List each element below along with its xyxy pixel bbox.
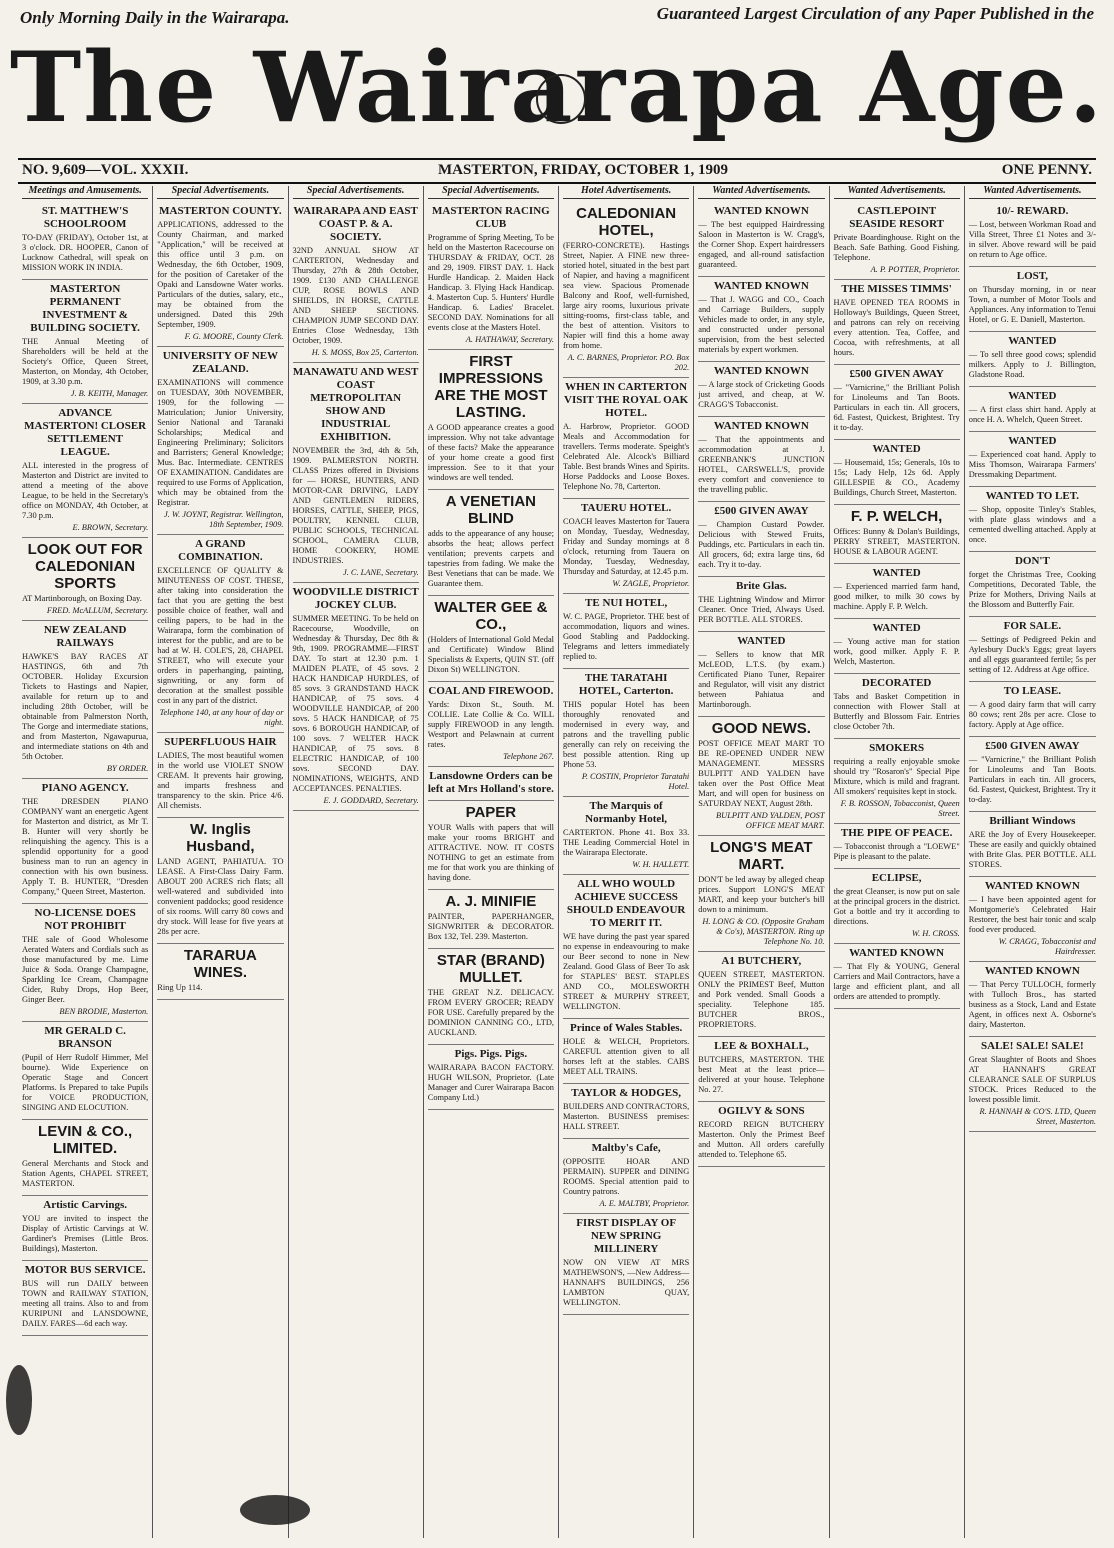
crest-emblem-icon [536, 74, 586, 124]
advertisement [834, 619, 960, 674]
ad-title: TE NUI HOTEL, [585, 597, 668, 609]
ad-signature: W. H. HALLETT. [632, 860, 690, 869]
ad-title: SMOKERS [869, 742, 925, 754]
ad-body: — Experienced married farm hand, good milker, to milk 30 cows by machine. Apply F. P. Welch. [833, 582, 960, 611]
ad-body: HOLE & WELCH, Proprietors. CAREFUL attention given to all horses left at the stables. CABS MEET ALL TRAINS. [563, 1037, 690, 1076]
ad-headline: LOOK OUT FOR CALEDONIAN SPORTS [27, 541, 143, 592]
advertisement [563, 797, 689, 875]
advertisement [969, 487, 1096, 552]
ad-title: THE MISSES TIMMS' [841, 283, 952, 295]
advertisement [698, 417, 824, 502]
column-heading: Wanted Advertisements. [834, 186, 960, 199]
ad-body: HAWKE'S BAY RACES AT HASTINGS, 6th and 7th OCTOBER. Holiday Excursion Tickets to Hastings and Napier, available for return up to and including 28th October, will be obtainable from Palmerston North, The Gorge and intermediate stations, and from Masterton, Ngawapurua, and intermediate stations on 4th and 5th October. [22, 652, 149, 761]
ad-body: — A first class shirt hand. Apply at once H. A. Whelch, Queen Street. [968, 405, 1096, 424]
advertisement [428, 596, 554, 682]
advertisement [698, 952, 824, 1037]
ad-title: £500 GIVEN AWAY [714, 505, 809, 517]
ad-headline: CALEDONIAN HOTEL, [576, 205, 677, 239]
masthead [0, 26, 1114, 150]
ad-body: adds to the appearance of any house; absorbs the heat; allows perfect ventilation; prevents carpets and tapestries from fading. We make the Best Venetians that can be made. We Guarantee them. [427, 529, 554, 588]
advertisement [834, 505, 960, 564]
ad-body: — Experienced coat hand. Apply to Miss Thomson, Wairarapa Farmers' Dressmaking Department. [968, 450, 1096, 479]
advertisement [22, 904, 148, 1022]
ad-body: (FERRO-CONCRETE). Hastings Street, Napier. A FINE new three-storied hotel, situated in the best part of Napier, and having a magnificent sea view. Spacious Promenade Balcony and Roof, well-furnished, large airy rooms, luxurious private sitting-rooms, first-class table, and the best of attention. Visitors to Napier will find this a home away from home. [563, 241, 690, 350]
ad-signature: F. B. ROSSON, Tobacconist, Queen Street. [840, 799, 960, 818]
ad-body: AT Martinborough, on Boxing Day. [22, 594, 142, 603]
advertisement [22, 1022, 148, 1120]
advertisement [563, 594, 689, 669]
ad-headline: LEVIN & CO., LIMITED. [38, 1123, 133, 1157]
ad-body: SUMMER MEETING. To be held on Racecourse, Woodville, on Wednesday & Thursday, Dec 8th & 9th, 1909. PROGRAMME—FIRST DAY. To start at 12.30 p.m. 1 MAIDEN PLATE, of 45 sovs. 2 HACK HANDICAP HURDLES, of 85 sovs. 3 GRANDSTAND HACK HANDICAP, of 75 sovs. 4 WOODVILLE HANDICAP, of 200 sovs. 5 HACK HANDICAP, of 75 sovs. 6 BOROUGH HANDICAP, of 100 sovs. 7 WELTER HACK HANDICAP, of 75 sovs. 8 ELECTRIC HANDICAP, of 100 sovs. SECOND DAY. NOMINATIONS, WEIGHTS, AND ACCEPTANCES. PENALTIES. [292, 614, 419, 793]
ad-body: — Champion Custard Powder. Delicious with Stewed Fruits, Puddings, etc. Particulars in each tin. All grocers, 6d; extra large tins, 6d each. Try it to-day. [698, 520, 825, 569]
ad-title: DON'T [1014, 555, 1050, 567]
advertisement [698, 277, 824, 362]
ad-title: £500 GIVEN AWAY [849, 368, 944, 380]
ad-headline: A VENETIAN BLIND [445, 493, 537, 527]
ad-title: £500 GIVEN AWAY [985, 740, 1080, 752]
advertisement [563, 669, 689, 797]
ad-signature: A. HATHAWAY, Secretary. [465, 335, 554, 344]
column-heading: Special Advertisements. [293, 186, 419, 199]
ad-body: THE GREAT N.Z. DELICACY. FROM EVERY GROCER; READY FOR USE. Carefully prepared by the DOMINION CANNING CO., LTD, AUCKLAND. [427, 988, 554, 1037]
ad-body: (Holders of International Gold Medal and Certificate) Window Blind Specialists & Experts, QUIN ST. (off Dixon St) WELLINGTON. [427, 635, 554, 674]
ad-body: CARTERTON. Phone 41. Box 33. THE Leading Commercial Hotel in the Wairarapa Electorate. [563, 828, 690, 857]
ad-body: — That the appointments and accommodation at J. GREENBANK'S JUNCTION HOTEL, CARSWELL'S, provide every comfort and convenience to the travelling public. [698, 435, 825, 494]
ad-title: A1 BUTCHERY, [721, 955, 802, 967]
ad-signature: F. G. MOORE, County Clerk. [184, 332, 284, 341]
ad-body: Programme of Spring Meeting, To be held on the Masterton Racecourse on THURSDAY & FRIDAY, OCT. 28 and 29, 1909. FIRST DAY. 1. Hack Hurdle Handicap. 2. Maiden Hack Handicap. 3. Flying Hack Handicap. 4. Masterton Cup. 5. Hunters' Hurdle Handicap. 6. Ladies' Bracelet. SECOND DAY. Nominations for all events close at the Masters Hotel. [427, 233, 554, 332]
ad-body: Offices: Bunny & Dolan's Buildings, PERRY STREET, MASTERTON. HOUSE & LABOUR AGENT. [833, 527, 960, 556]
ad-signature: A. C. BARNES, Proprietor. P.O. Box 202. [567, 353, 690, 372]
ad-body: Tabs and Basket Competition in connection with Flower Stall at Butterfly and Blossom Fair. Entries close October 7th. [833, 692, 960, 731]
ad-signature: J. W. JOYNT, Registrar. Wellington, 18th September, 1909. [163, 510, 284, 529]
dateline-bar [18, 158, 1096, 184]
advertisement [834, 869, 960, 944]
advertisement [969, 432, 1096, 487]
ad-title: PIANO AGENCY. [41, 782, 129, 794]
advertisement [428, 490, 554, 596]
ad-body: requiring a really enjoyable smoke should try "Rosaron's" Special Pipe Mixture, which is mild and fragrant. All smokers' requisites kept in stock. [833, 757, 960, 796]
ad-body: — I have been appointed agent for Montgomerie's Celebrated Hair Restorer, the best hair tonic and scalp food ever produced. [968, 895, 1096, 934]
ad-signature: Telephone 140, at any hour of day or night. [159, 708, 284, 727]
ad-title: WAIRARAPA AND EAST COAST P. & A. SOCIETY. [293, 205, 418, 243]
ad-signature: R. HANNAH & CO'S. LTD, Queen Street, Masterton. [979, 1107, 1096, 1126]
ad-title: WANTED [1008, 390, 1057, 402]
ad-headline: LONG'S MEAT MART. [710, 839, 813, 873]
ad-headline: WALTER GEE & CO., [434, 599, 548, 633]
advertisement [698, 717, 824, 836]
ad-title: DECORATED [861, 677, 932, 689]
advertisement [428, 202, 554, 350]
ad-title: WANTED KNOWN [984, 965, 1080, 977]
advertisement [969, 877, 1096, 962]
ad-body: forget the Christmas Tree, Cooking Competitions, Decorated Table, the Prize for Mothers, Driving Nails at the Blossom and Butterfly Fair. [968, 570, 1096, 609]
ad-signature: Telephone 267. [503, 752, 554, 761]
advertisement [157, 733, 283, 818]
ad-title: FOR SALE. [1003, 620, 1062, 632]
ad-title: 10/- REWARD. [996, 205, 1069, 217]
ad-title: WANTED [737, 635, 786, 647]
ad-body: LADIES, The most beautiful women in the world use VIOLET SNOW CREAM. It prevents hair growing, and imparts freshness and transparency to the skin. Price 4/6. All chemists. [157, 751, 284, 810]
advertisement [834, 365, 960, 440]
advertisement [563, 499, 689, 594]
column-heading: Special Advertisements. [428, 186, 554, 199]
ad-body: LAND AGENT, PAHIATUA. TO LEASE. A First-Class Dairy Farm. ABOUT 200 ACRES rich flats; all well-watered and subdivided into convenient paddocks; good residence of six rooms. Will carry 80 cows and dry stock. Will lease for five years at 28s per acre. [157, 857, 284, 936]
ad-title: A GRAND COMBINATION. [178, 538, 263, 563]
advertisement [22, 202, 148, 280]
ad-title: MR GERALD C. BRANSON [44, 1025, 126, 1050]
advertisement [428, 890, 554, 949]
advertisement [157, 944, 283, 1000]
ad-signature: J. C. LANE, Secretary. [343, 568, 419, 577]
ad-body: Yards: Dixon St., South. M. COLLIE. Late Collie & Co. WILL supply FIREWOOD in any length. Westport and Pelawnain at current rates. [427, 700, 554, 749]
advertisement [969, 682, 1096, 737]
advertisement [157, 347, 283, 535]
ad-body: BUS will run DAILY between TOWN and RAILWAY STATION, meeting all trains. Also to and from KURIPUNI and LANSDOWNE, DAILY. FARES—6d each way. [22, 1279, 149, 1328]
ad-title: CASTLEPOINT SEASIDE RESORT [849, 205, 944, 230]
ad-body: on Thursday morning, in or near Town, a number of Motor Tools and Appliances. Any information to Tenui Hotel, or G. E. Daniell, Masterton. [968, 285, 1096, 324]
ad-title: Artistic Carvings. [43, 1199, 127, 1211]
ad-body: — The best equipped Hairdressing Saloon in Masterton is W. Cragg's, the Corner Shop. Expert hairdressers engaged, and all-round satisfaction guaranteed. [698, 220, 825, 269]
ad-body: — That Percy TULLOCH, formerly with Tulloch Bros., has started business as a Stock, Land and Estate Agent, in offices next A. Osborne's dairy, Masterton. [968, 980, 1096, 1029]
advertisement [698, 1102, 824, 1167]
ad-signature: H. S. MOSS, Box 25, Carterton. [311, 348, 419, 357]
ad-body: — Shop, opposite Tinley's Stables, with plate glass windows and a cemented dwelling attached. Apply at once. [968, 505, 1096, 544]
advertisement [293, 583, 419, 811]
ad-body: — To sell three good cows; splendid milkers. Apply to J. Billington, Gladstone Road. [968, 350, 1096, 379]
ad-body: COACH leaves Masterton for Tauera on Monday, Tuesday, Wednesday, Friday and Sunday mornings at 8 o'clock, returning from Tauera on Monday, Tuesday, Wednesday, Thursday and Saturday, at 12.45 p.m. [563, 517, 690, 576]
ad-signature: P. COSTIN, Proprietor Taratahi Hotel. [581, 772, 690, 791]
ad-signature: BY ORDER. [106, 764, 149, 773]
ad-title: SUPERFLUOUS HAIR [164, 736, 277, 748]
advertisement [834, 824, 960, 869]
ad-signature: FRED. McALLUM, Secretary. [46, 606, 149, 615]
ad-title: OGILVY & SONS [718, 1105, 805, 1117]
ad-title: Pigs. Pigs. Pigs. [454, 1048, 528, 1060]
ad-signature: W. ZAGLE, Proprietor. [612, 579, 690, 588]
ad-body: WE have during the past year spared no expense in endeavouring to make our Beer second to none in New Zealand. Good Glass of Beer To ask for STAPLES' BEST. STAPLES AND CO., MOLESWORTH STREET & MURPHY STREET, WELLINGTON. [563, 932, 690, 1011]
ad-title: WANTED [1008, 335, 1057, 347]
ad-title: MASTERTON PERMANENT INVESTMENT & BUILDING SOCIETY. [30, 283, 140, 334]
advertisement [428, 350, 554, 490]
ad-title: COAL AND FIREWOOD. [428, 685, 554, 697]
ad-body: A GOOD appearance creates a good impression. Why not take advantage of these facts? Make the appearance of your home create a good first impression. See to it that your windows are well tended. [427, 423, 554, 482]
ad-signature: W. CRAGG, Tobacconist and Hairdresser. [998, 937, 1096, 956]
column-5 [559, 186, 694, 1538]
advertisement [563, 1084, 689, 1139]
ad-body: WAIRARAPA BACON FACTORY. HUGH WILSON, Proprietor. (Late Manager and Curer Wairarapa Bacon Company Ltd.) [427, 1063, 554, 1102]
ad-body: — Lost, between Workman Road and Villa Street, Three £1 Notes and 3/- in silver. Above reward will be paid on return to Age office. [968, 220, 1096, 259]
advertisement [969, 332, 1096, 387]
ad-title: WANTED KNOWN [849, 947, 945, 959]
column-2 [153, 186, 288, 1538]
ad-body: Private Boardinghouse. Right on the Beach. Safe Bathing. Good Fishing. Telephone. [833, 233, 960, 262]
ad-body: EXAMINATIONS will commence on TUESDAY, 30th NOVEMBER, 1909, for the following — Matriculation; Junior University, Senior National and Taranaki Scholarships; Medical and Engineering Preliminary; Solicitors and Barristers; General Knowledge; Mus. Bac. Intermediate. CENTRES OF EXAMINATION. Candidates are required to use Forms of Application, which may be obtained from the Registrar. [157, 378, 284, 507]
advertisement [22, 621, 148, 779]
ad-body: NOVEMBER the 3rd, 4th & 5th, 1909. PALMERSTON NORTH. CLASS Prizes offered in Divisions for — HORSE, HUNTERS, AND MOTOR-CAR DRIVING, LADY AND GENTLEMEN RIDERS, HORSES, CATTLE, SHEEP, PIGS, POULTRY, KENNEL CLUB, PUBLIC SCHOOLS, TECHNICAL SCHOOL, CAMERA CLUB, HOME COOKERY, HOME INDUSTRIES. [292, 446, 419, 565]
advertisement [428, 1045, 554, 1110]
ad-title: ADVANCE MASTERTON! CLOSER SETTLEMENT LEAGUE. [24, 407, 147, 458]
column-heading: Wanted Advertisements. [698, 186, 824, 199]
advertisement [698, 632, 824, 717]
advertisement [428, 767, 554, 801]
ad-body: ARE the Joy of Every Housekeeper. These are easily and quickly obtained with Brite Glas. PER BOTTLE. ALL STORES. [968, 830, 1096, 869]
ad-headline: PAPER [465, 804, 517, 821]
ad-body: — A large stock of Cricketing Goods just arrived, and cheap, at W. CRAGG'S Tobacconist. [698, 380, 825, 409]
advertisement [969, 617, 1096, 682]
advertisement [22, 1261, 148, 1336]
ad-signature: W. H. CROSS. [911, 929, 960, 938]
advertisement [698, 836, 824, 952]
ad-title: WANTED KNOWN [713, 420, 809, 432]
advertisement [969, 387, 1096, 432]
ad-title: WANTED KNOWN [984, 880, 1080, 892]
tagline-right: Guaranteed Largest Circulation of any Paper Published in the [656, 4, 1094, 23]
ad-body: Ring Up 114. [157, 983, 203, 992]
advertisement [698, 362, 824, 417]
column-heading: Wanted Advertisements. [969, 186, 1096, 199]
issue-number: NO. 9,609—VOL. XXXII. [22, 162, 189, 178]
ad-body: THE Lightning Window and Mirror Cleaner. Once Tried, Always Used. PER BOTTLE. ALL STORES. [698, 595, 825, 624]
ad-body: NOW ON VIEW AT MRS MATHEWSON'S, —New Address— HANNAH'S BUILDINGS, 256 LAMBTON QUAY, WELLINGTON. [563, 1258, 690, 1307]
advertisement [969, 202, 1096, 267]
ad-title: TO LEASE. [1003, 685, 1062, 697]
advertisement [834, 564, 960, 619]
ad-title: SALE! SALE! SALE! [981, 1040, 1084, 1052]
advertisement [698, 202, 824, 277]
ad-body: DON'T be led away by alleged cheap prices. Support LONG'S MEAT MART, and keep your butcher's bill down to a minimum. [698, 875, 825, 914]
ad-title: Brite Glas. [736, 580, 787, 592]
ad-headline: FIRST IMPRESSIONS ARE THE MOST LASTING. [434, 353, 548, 421]
ad-title: MASTERTON COUNTY. [159, 205, 282, 217]
advertisement [834, 739, 960, 824]
column-4 [424, 186, 559, 1538]
ad-body: ALL interested in the progress of Masterton and District are invited to attend a meeting of the above League, to be held in the Secretary's office on MONDAY, 4th October, at 7.30 p.m. [22, 461, 149, 520]
advertisement [157, 818, 283, 944]
ad-title: LEE & BOXHALL, [714, 1040, 809, 1052]
ad-body: W. C. PAGE, Proprietor. THE best of accommodation, liquors and wines. Good Stabling and Paddocking. Telegrams and letters immediately replied to. [563, 612, 690, 661]
advertisement [969, 1037, 1096, 1132]
advertisement [563, 1214, 689, 1315]
advertisement [969, 737, 1096, 812]
ad-signature: A. P. POTTER, Proprietor. [870, 265, 960, 274]
ad-body: THIS popular Hotel has been thoroughly renovated and modernised in every way, and patrons and the travelling public generally can rely on receiving the best possible attention. Ring up Phone 53. [563, 700, 690, 769]
ad-title: Prince of Wales Stables. [570, 1022, 683, 1034]
advertisement [428, 949, 554, 1045]
advertisement [969, 552, 1096, 617]
ad-body: POST OFFICE MEAT MART TO BE RE-OPENED UNDER NEW MANAGEMENT. MESSRS BULPITT AND YALDEN have taken over the Post Office Meat Mart, and will open for business on SATURDAY NEXT, August 28th. [698, 739, 825, 808]
column-6 [694, 186, 829, 1538]
ad-body: — That Fly & YOUNG, General Carriers and Mail Contractors, have a large and efficient plant, and all orders are attended to promptly. [833, 962, 960, 1001]
ad-body: THE Annual Meeting of Shareholders will be held at the Society's Office, Queen Street, Masterton, on Monday, 4th October, 1909, at 3.30 p.m. [22, 337, 149, 386]
ad-body: (Pupil of Herr Rudolf Himmer, Mel bourne). Wide Experience on Operatic Stage and Concert Platforms. Is Prepared to take Pupils for VOICE PRODUCTION, SINGING AND ELOCUTION. [22, 1053, 149, 1112]
advertisement [563, 1139, 689, 1214]
ad-title: The Marquis of Normanby Hotel, [585, 800, 668, 825]
ad-signature: BULPITT AND YALDEN, POST OFFICE MEAT MART. [716, 811, 825, 830]
ad-signature: A. E. MALTBY, Proprietor. [599, 1199, 690, 1208]
ad-body: BUILDERS AND CONTRACTORS, Masterton. BUSINESS premises: HALL STREET. [563, 1102, 690, 1131]
ad-body: THE sale of Good Wholesome Aerated Waters and Cordials such as those manufactured by me. Lime Juice & Soda. Orange Champagne, Sparkling Ice Cream, Champagne Cider, Ruby Drops, Hop Beer, Ginger Beer. [22, 935, 149, 1004]
advertisement [834, 440, 960, 505]
ad-body: YOU are invited to inspect the Display of Artistic Carvings at W. Gardiner's Premises (Little Bros. Buildings), Masterton. [22, 1214, 149, 1253]
ad-body: — A good dairy farm that will carry 80 cows; rent 28s per acre. Close to factory. Apply at Age office. [968, 700, 1096, 729]
column-heading: Hotel Advertisements. [563, 186, 689, 199]
ad-body: — "Varnicrine," the Brilliant Polish for Linoleums and Tan Boots. Particulars in each tin. All grocers, 6d. Fastest, Quickest, Brightest. Try it to-day. [968, 755, 1097, 804]
column-8 [965, 186, 1100, 1538]
advertisement [22, 1196, 148, 1261]
advertisement [969, 812, 1096, 877]
ad-title: WANTED KNOWN [713, 365, 809, 377]
ad-signature: H. LONG & CO. (Opposite Graham & Co's), MASTERTON. Ring up Telephone No. 10. [702, 917, 825, 946]
advertisement [834, 944, 960, 1009]
ad-title: THE PIPE OF PEACE. [840, 827, 953, 839]
ad-title: TAYLOR & HODGES, [571, 1087, 681, 1099]
ad-body: General Merchants and Stock and Station Agents, CHAPEL STREET, MASTERTON. [22, 1159, 149, 1188]
advertisement [22, 280, 148, 404]
columns-container [18, 186, 1100, 1538]
ad-title: Lansdowne Orders can be left at Mrs Holland's store. [427, 770, 554, 795]
advertisement [834, 202, 960, 280]
advertisement [834, 280, 960, 365]
ad-title: MOTOR BUS SERVICE. [24, 1264, 146, 1276]
advertisement [22, 538, 148, 621]
advertisement [563, 378, 689, 499]
column-3 [289, 186, 424, 1538]
advertisement [563, 875, 689, 1019]
ad-signature: BEN BRODIE, Masterton. [59, 1007, 149, 1016]
ad-headline: GOOD NEWS. [711, 720, 811, 737]
ad-body: QUEEN STREET, MASTERTON. ONLY the PRIMEST Beef, Mutton and Pork vended. Small Goods a speciality. Telephone 185. BUTCHER BROS., PROPRIETORS. [698, 970, 825, 1029]
ad-body: — Housemaid, 15s; Generals, 10s to 15s; Lady Help, 12s 6d. Apply GILLESPIE & CO., Academy Buildings, Church Street, Masterton. [833, 458, 960, 497]
ad-title: ECLIPSE, [871, 872, 922, 884]
ad-body: — That J. WAGG and CO., Coach and Carriage Builders, supply Vehicles made to order, in any style, and constructed under personal supervision, from the best selected materials by expert workmen. [698, 295, 825, 354]
ad-headline: TARARUA WINES. [183, 947, 257, 981]
advertisement [698, 577, 824, 632]
ad-headline: STAR (BRAND) MULLET. [436, 952, 545, 986]
ad-title: LOST, [1016, 270, 1049, 282]
publication-date: MASTERTON, FRIDAY, OCTOBER 1, 1909 [438, 162, 728, 178]
ad-body: — Tobacconist through a "LOEWE" Pipe is pleasant to the palate. [833, 842, 960, 861]
advertisement [157, 535, 283, 733]
ad-title: ALL WHO WOULD ACHIEVE SUCCESS SHOULD ENDEAVOUR TO MERIT IT. [566, 878, 686, 929]
column-1 [18, 186, 153, 1538]
ad-signature: J. B. KEITH, Manager. [70, 389, 149, 398]
ad-body: A. Harbrow, Proprietor. GOOD Meals and Accommodation for travellers. Terms moderate. Speight's Celebrated Ale. Alcock's Billiard Table. Best brands Wines and Spirits. Horse Paddocks and Loose Boxes. Telephone No. 78, Carterton. [563, 422, 690, 491]
advertisement [428, 682, 554, 767]
ad-title: WANTED [872, 567, 921, 579]
ad-title: WANTED KNOWN [713, 280, 809, 292]
advertisement [157, 202, 283, 347]
ad-body: — "Varnicrine," the Brilliant Polish for Linoleums and Tan Boots. Particulars in each tin. All grocers, 6d. Fastest, Quickest, Brightest. Try it to-day. [833, 383, 960, 432]
ad-title: Brilliant Windows [989, 815, 1076, 827]
advertisement [563, 1019, 689, 1084]
advertisement [969, 962, 1096, 1037]
ad-title: MASTERTON RACING CLUB [432, 205, 550, 230]
advertisement [563, 202, 689, 378]
ad-title: TAUERU HOTEL. [580, 502, 672, 514]
ad-title: WANTED TO LET. [985, 490, 1079, 502]
advertisement [969, 267, 1096, 332]
ad-body: APPLICATIONS, addressed to the County Chairman, and marked "Application," will be received at this office until 3 p.m. on Wednesday, the 6th October, 1909, for the position of Caretaker of the Opaki and Lansdowne Water works. Particulars of the duties, salary, etc., may be obtained from the undersigned. Dated this 29th September, 1909. [157, 220, 284, 329]
ad-body: BUTCHERS, MASTERTON. THE best Meat at the least price—delivered at your house. Telephone No. 27. [698, 1055, 825, 1094]
ad-body: YOUR Walls with papers that will make your rooms BRIGHT and ATTRACTIVE. NOW. IT COSTS NOTHING to get an estimate from me for that work you are thinking of having done. [427, 823, 554, 882]
ad-body: EXCELLENCE OF QUALITY & MINUTENESS OF COST. THESE, after taking into consideration the fact that you are getting the best possible choice of feather, wall and ceiling papers, to be had in the Wairarapa, form the combination of interest for the public, and are to be had at W. H. COLE'S, 28, CHAPEL STREET, who will execute your orders in paperhanging, painting, signwriting, or any form of decoration at the smallest possible cost in any part of the district. [157, 566, 284, 705]
ad-body: PAINTER, PAPERHANGER, SIGNWRITER & DECORATOR. Box 132, Tel. 239. Masterton. [427, 912, 554, 941]
ad-title: Maltby's Cafe, [591, 1142, 661, 1154]
ad-body: Great Slaughter of Boots and Shoes AT HANNAH'S GREAT CLEARANCE SALE OF SURPLUS STOCK. Prices Reduced to the lowest possible limit. [968, 1055, 1096, 1104]
ad-title: WHEN IN CARTERTON VISIT THE ROYAL OAK HOTEL. [564, 381, 689, 419]
ad-body: — Young active man for station work, good milker. Apply F. P. Welch, Masterton. [833, 637, 960, 666]
ad-title: WOODVILLE DISTRICT JOCKEY CLUB. [292, 586, 419, 611]
advertisement [698, 502, 824, 577]
ad-title: WANTED [872, 622, 921, 634]
advertisement [22, 404, 148, 538]
tagline-left: Only Morning Daily in the Wairarapa. [20, 8, 290, 27]
ad-title: UNIVERSITY OF NEW ZEALAND. [162, 350, 279, 375]
ad-body: THE DRESDEN PIANO COMPANY want an energetic Agent for Masterton and district, as Mr T. B. Hunter will very shortly be relinquishing the agency. This is a splendid opportunity for a good business man to run an agency in connection with his own business. Apply T. B. HUNTER, "Dresden Company," Queen Street, Masterton. [22, 797, 149, 896]
advertisement [428, 801, 554, 890]
advertisement [22, 779, 148, 904]
price: ONE PENNY. [1001, 162, 1092, 178]
ad-title: NO-LICENSE DOES NOT PROHIBIT [34, 907, 136, 932]
advertisement [698, 1037, 824, 1102]
ad-body: — Sellers to know that MR McLEOD, L.T.S. (by exam.) Certificated Piano Tuner, Repairer and Regulator, will visit any district between Pahiatua and Martinborough. [698, 650, 825, 709]
ad-headline: F. P. WELCH, [850, 508, 943, 525]
ad-title: MANAWATU AND WEST COAST METROPOLITAN SHOW AND INDUSTRIAL EXHIBITION. [292, 366, 419, 443]
ad-body: HAVE OPENED TEA ROOMS in Holloway's Buildings, Queen Street, and patrons can rely on receiving every attention. Tea, Coffee, and Cocoa, with refreshments, at all hours. [833, 298, 960, 357]
ad-headline: A. J. MINIFIE [445, 893, 537, 910]
column-heading: Special Advertisements. [157, 186, 283, 199]
column-7 [830, 186, 965, 1538]
advertisement [834, 674, 960, 739]
ad-title: WANTED [872, 443, 921, 455]
ad-signature: E. BROWN, Secretary. [72, 523, 149, 532]
ad-title: FIRST DISPLAY OF NEW SPRING MILLINERY [576, 1217, 677, 1255]
ad-signature: E. J. GODDARD, Secretary. [323, 796, 419, 805]
masthead-title: The Wairarapa Age. [9, 31, 1105, 144]
ink-smudge [240, 1495, 310, 1525]
advertisement [22, 1120, 148, 1196]
advertisement [293, 363, 419, 583]
advertisement [293, 202, 419, 363]
ad-title: WANTED KNOWN [713, 205, 809, 217]
ad-body: the great Cleanser, is now put on sale at the principal grocers in the district. Got a bottle and try it according to directions. [833, 887, 960, 926]
ad-body: TO-DAY (FRIDAY), October 1st, at 3 o'clock. DR. HOOPER, Canon of Lucknow Cathedral, will speak on MISSION WORK IN INDIA. [22, 233, 149, 272]
ad-headline: W. Inglis Husband, [186, 821, 255, 855]
ad-body: RECORD REIGN BUTCHERY Masterton. Only the Primest Beef and Mutton. All orders carefully attended to. Telephone 65. [698, 1120, 825, 1159]
column-heading: Meetings and Amusements. [22, 186, 148, 199]
ad-title: THE TARATAHI HOTEL, Carterton. [578, 672, 674, 697]
ad-title: NEW ZEALAND RAILWAYS [43, 624, 127, 649]
ad-title: WANTED [1008, 435, 1057, 447]
ad-body: 32ND ANNUAL SHOW AT CARTERTON, Wednesday and Thursday, 27th & 28th October, 1909. £130 AND CHALLENGE CUP, ROSE BOWLS AND SHIELDS, IN HORSE, CATTLE AND SHEEP SECTIONS. CHAMPION JUMP SECOND DAY. Entries Close Wednesday, 13th October, 1909. [292, 246, 419, 345]
ad-title: ST. MATTHEW'S SCHOOLROOM [41, 205, 129, 230]
ink-smudge [6, 1365, 32, 1435]
ad-body: — Settings of Pedigreed Pekin and Aylesbury Duck's Eggs; great layers and all eggs guaranteed fertile; 5s per setting of 12. Address at Age office. [968, 635, 1096, 674]
ad-body: (OPPOSITE HOAR AND PERMAIN). SUPPER and DINING ROOMS. Special attention paid to Country patrons. [563, 1157, 690, 1196]
